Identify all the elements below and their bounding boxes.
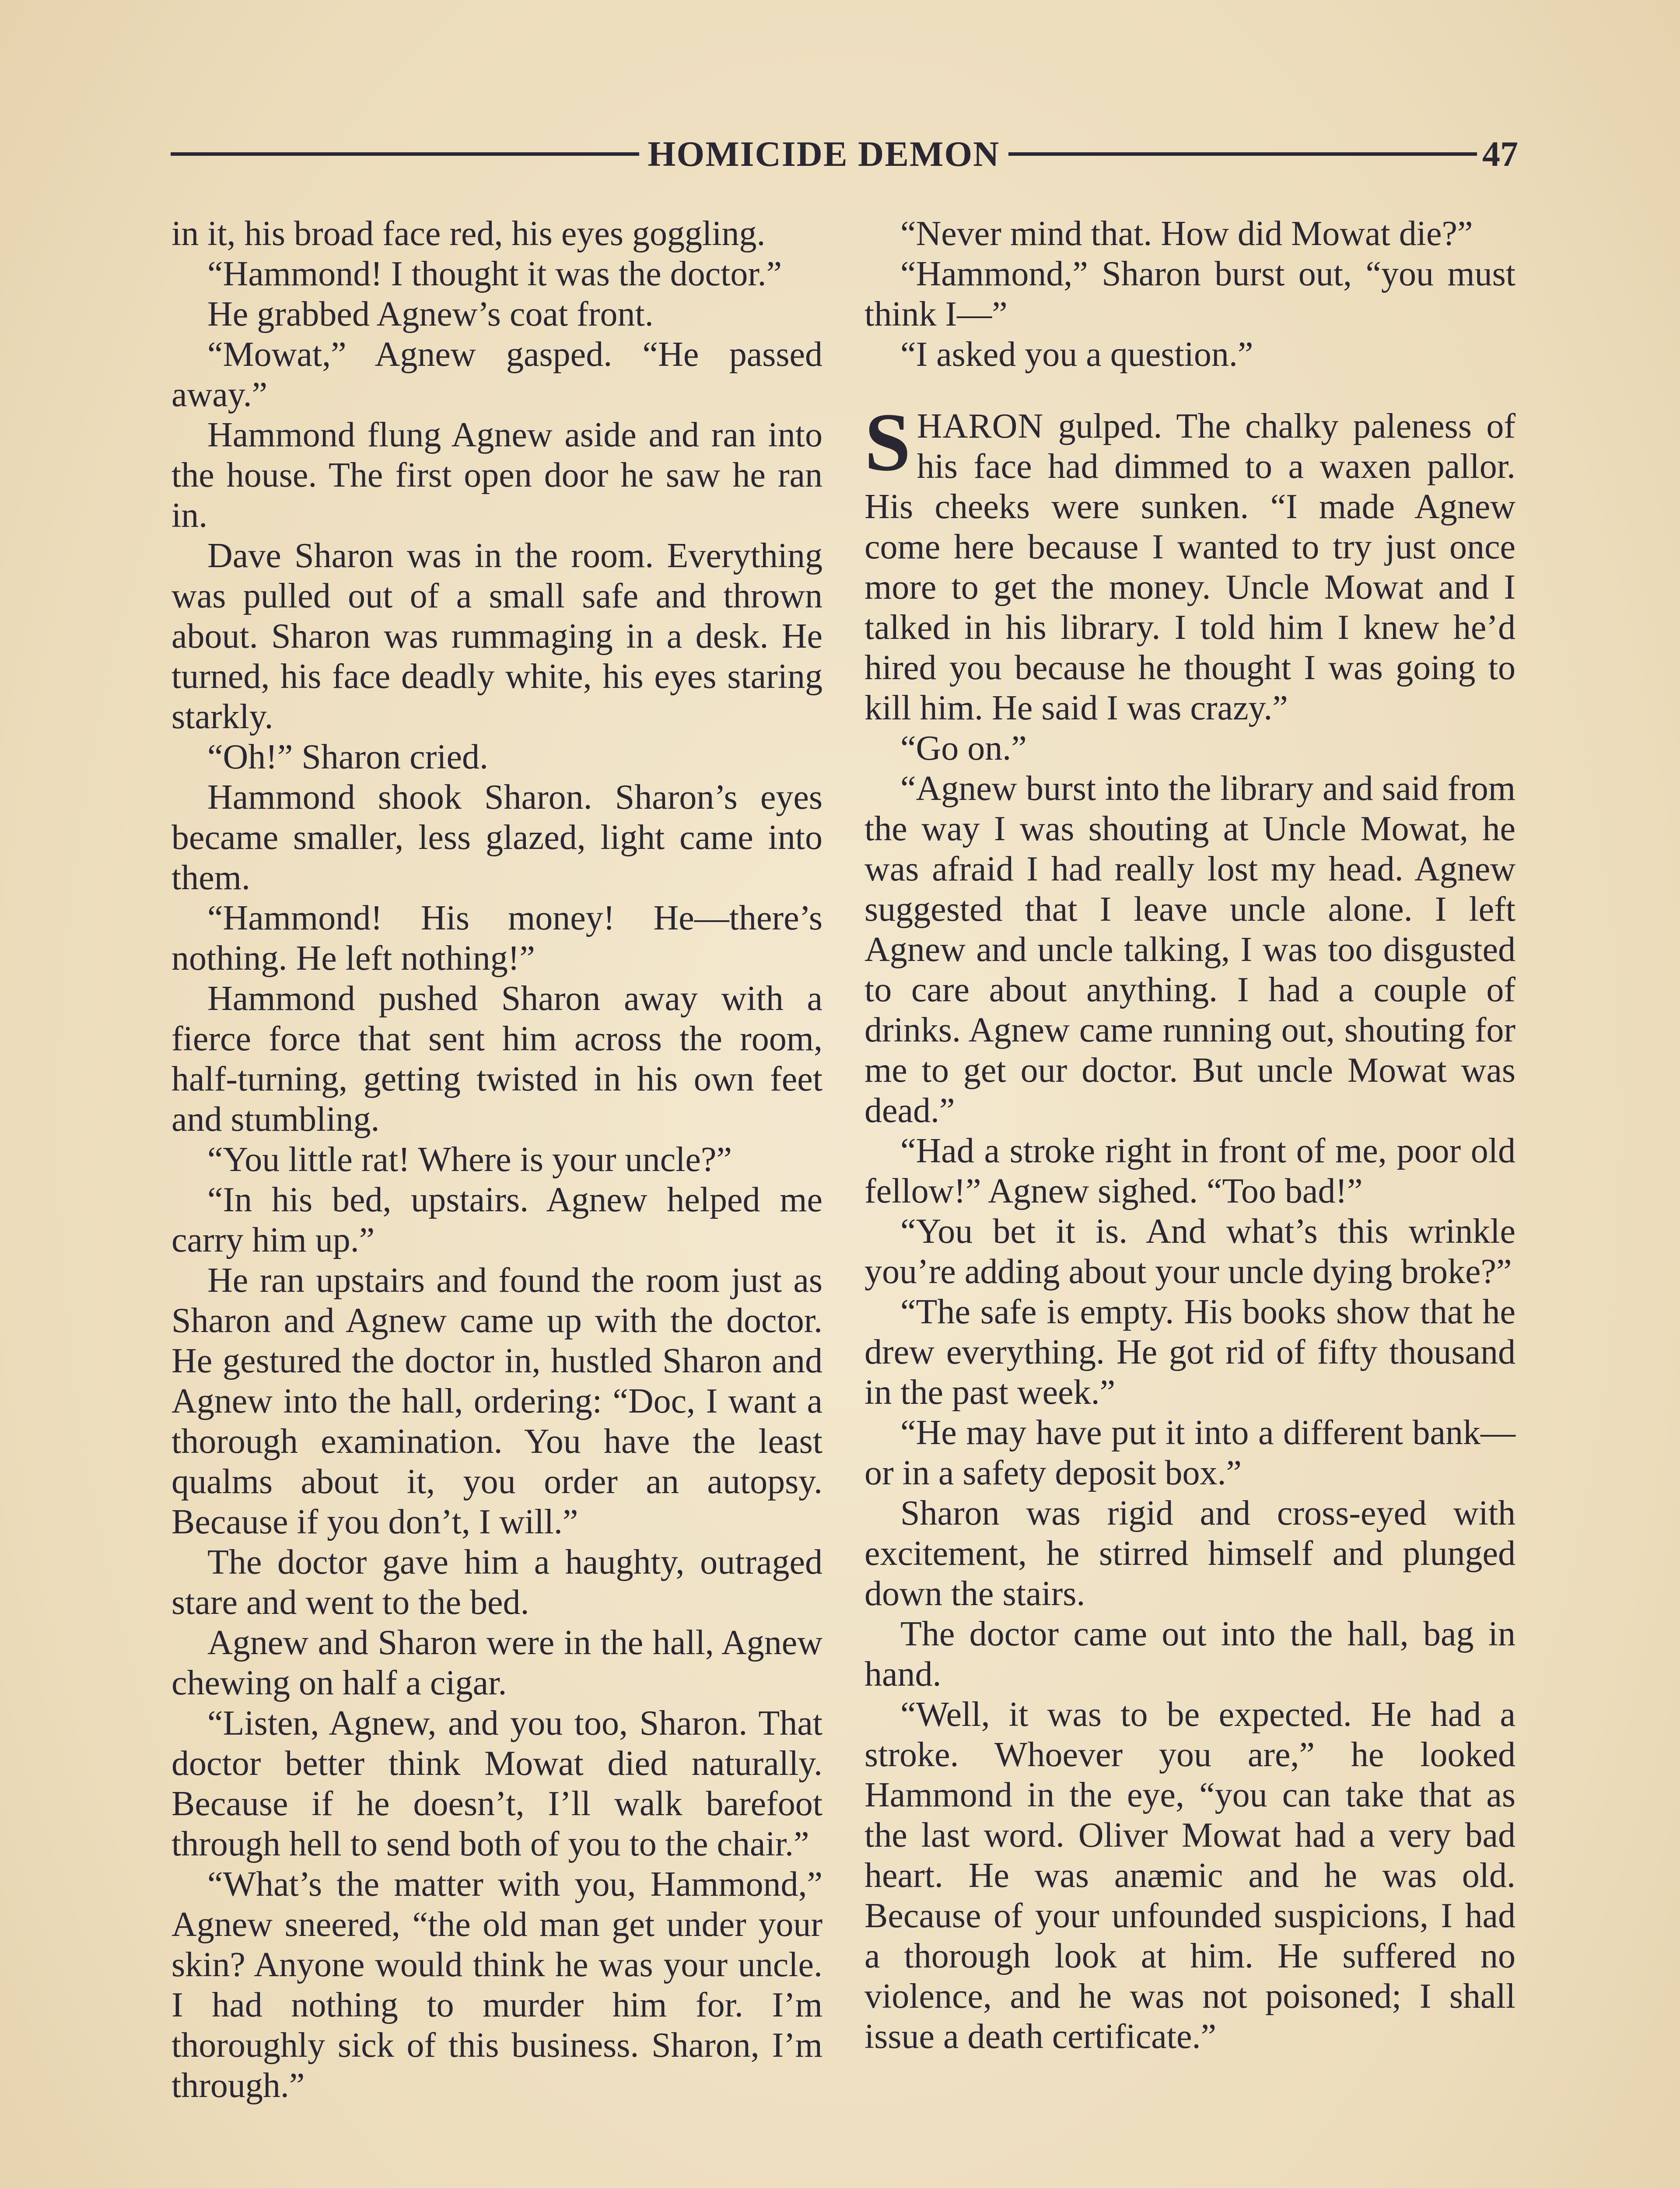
running-header bbox=[171, 128, 1518, 180]
paragraph: “You little rat! Where is your uncle?” bbox=[207, 1140, 732, 1179]
header-rule-right bbox=[1008, 152, 1477, 156]
paragraph: The doctor gave him a haughty, outraged stare and went to the bed. bbox=[172, 1543, 822, 1622]
left-column bbox=[172, 214, 822, 2106]
header-rule-left bbox=[171, 152, 639, 156]
paragraph: “Hammond! His money! He—there’s nothing. He left nothing!” bbox=[172, 899, 822, 978]
paragraph: “Hammond! I thought it was the doctor.” bbox=[207, 255, 782, 293]
paragraph: Hammond pushed Sharon away with a fierce force that sent him across the room, half-turning, getting twisted in his own feet and stumbling. bbox=[172, 979, 822, 1139]
paragraph: The doctor came out into the hall, bag in hand. bbox=[864, 1615, 1516, 1694]
paragraph: “Listen, Agnew, and you too, Sharon. That doctor better think Mowat died naturally. Because if he doesn’t, I’ll walk barefoot through hell to send both of you to the chair.” bbox=[172, 1704, 822, 1863]
lead-caps: HARON bbox=[917, 407, 1044, 445]
paragraph: Dave Sharon was in the room. Everything was pulled out of a small safe and thrown about. Sharon was rummaging in a desk. He turned, his face deadly white, his eyes staring starkly. bbox=[172, 536, 822, 736]
right-column bbox=[864, 214, 1516, 2057]
paragraph: He grabbed Agnew’s coat front. bbox=[207, 295, 654, 333]
paragraph: “Never mind that. How did Mowat die?” bbox=[900, 214, 1473, 253]
paragraph: “I asked you a question.” bbox=[900, 335, 1253, 374]
paragraph: He ran upstairs and found the room just as Sharon and Agnew came up with the doctor. He gestured the doctor in, hustled Sharon and Agnew into the hall, ordering: “Doc, I want a thorough examination. You have the least qualms about it, you order an autopsy. Because if you don’t, I will.” bbox=[172, 1261, 822, 1541]
paragraph-text: gulped. The chalky paleness of his face had dimmed to a waxen pallor. His cheeks were sunken. “I made Agnew come here because I wanted to try just once more to get the money. Uncle Mowat and I talked in his library. I told him I knew he’d hired you because he thought I was going to kill him. He said I was crazy.” bbox=[864, 407, 1516, 727]
paragraph: “In his bed, upstairs. Agnew helped me carry him up.” bbox=[172, 1181, 822, 1259]
paragraph: “Well, it was to be expected. He had a stroke. Whoever you are,” he looked Hammond in the eye, “you can take that as the last word. Oliver Mowat had a very bad heart. He was anæmic and he was old. Because of your unfounded suspicions, I had a thorough look at him. He suffered no violence, and he was not poisoned; I shall issue a death certificate.” bbox=[864, 1695, 1516, 2056]
running-title: HOMICIDE DEMON bbox=[648, 134, 1000, 174]
paragraph: “Go on.” bbox=[900, 729, 1027, 768]
paragraph: Agnew and Sharon were in the hall, Agnew chewing on half a cigar. bbox=[172, 1623, 822, 1702]
paragraph: “He may have put it into a different bank—or in a safety deposit box.” bbox=[864, 1413, 1516, 1492]
paragraph: “Mowat,” Agnew gasped. “He passed away.” bbox=[172, 335, 822, 414]
paragraph bbox=[864, 396, 1516, 728]
paragraph: “What’s the matter with you, Hammond,” Agnew sneered, “the old man get under your skin? Anyone would think he was your uncle. I had nothing to murder him for. I’m thoroughly sick of this business. Sharon, I’m through.” bbox=[172, 1865, 822, 2105]
paragraph: “The safe is empty. His books show that he drew everything. He got rid of fifty thousand in the past week.” bbox=[864, 1293, 1516, 1412]
paragraph: Sharon was rigid and cross-eyed with excitement, he stirred himself and plunged down the stairs. bbox=[864, 1494, 1516, 1613]
drop-cap: S bbox=[864, 396, 911, 488]
paragraph: in it, his broad face red, his eyes goggling. bbox=[172, 214, 766, 253]
paragraph: “Had a stroke right in front of me, poor old fellow!” Agnew sighed. “Too bad!” bbox=[864, 1132, 1516, 1210]
paragraph: Hammond flung Agnew aside and ran into the house. The first open door he saw he ran in. bbox=[172, 416, 822, 535]
page-number: 47 bbox=[1482, 134, 1518, 174]
paragraph: “Oh!” Sharon cried. bbox=[207, 738, 488, 776]
paragraph: “Hammond,” Sharon burst out, “you must think I—” bbox=[864, 255, 1516, 333]
paragraph: Hammond shook Sharon. Sharon’s eyes became smaller, less glazed, light came into them. bbox=[172, 778, 822, 897]
paragraph: “Agnew burst into the library and said from the way I was shouting at Uncle Mowat, he was afraid I had really lost my head. Agnew suggested that I leave uncle alone. I left Agnew and uncle talking, I was too disgusted to care about anything. I had a couple of drinks. Agnew came running out, shouting for me to get our doctor. But uncle Mowat was dead.” bbox=[864, 769, 1516, 1130]
paragraph: “You bet it is. And what’s this wrinkle you’re adding about your uncle dying broke?” bbox=[864, 1212, 1516, 1291]
